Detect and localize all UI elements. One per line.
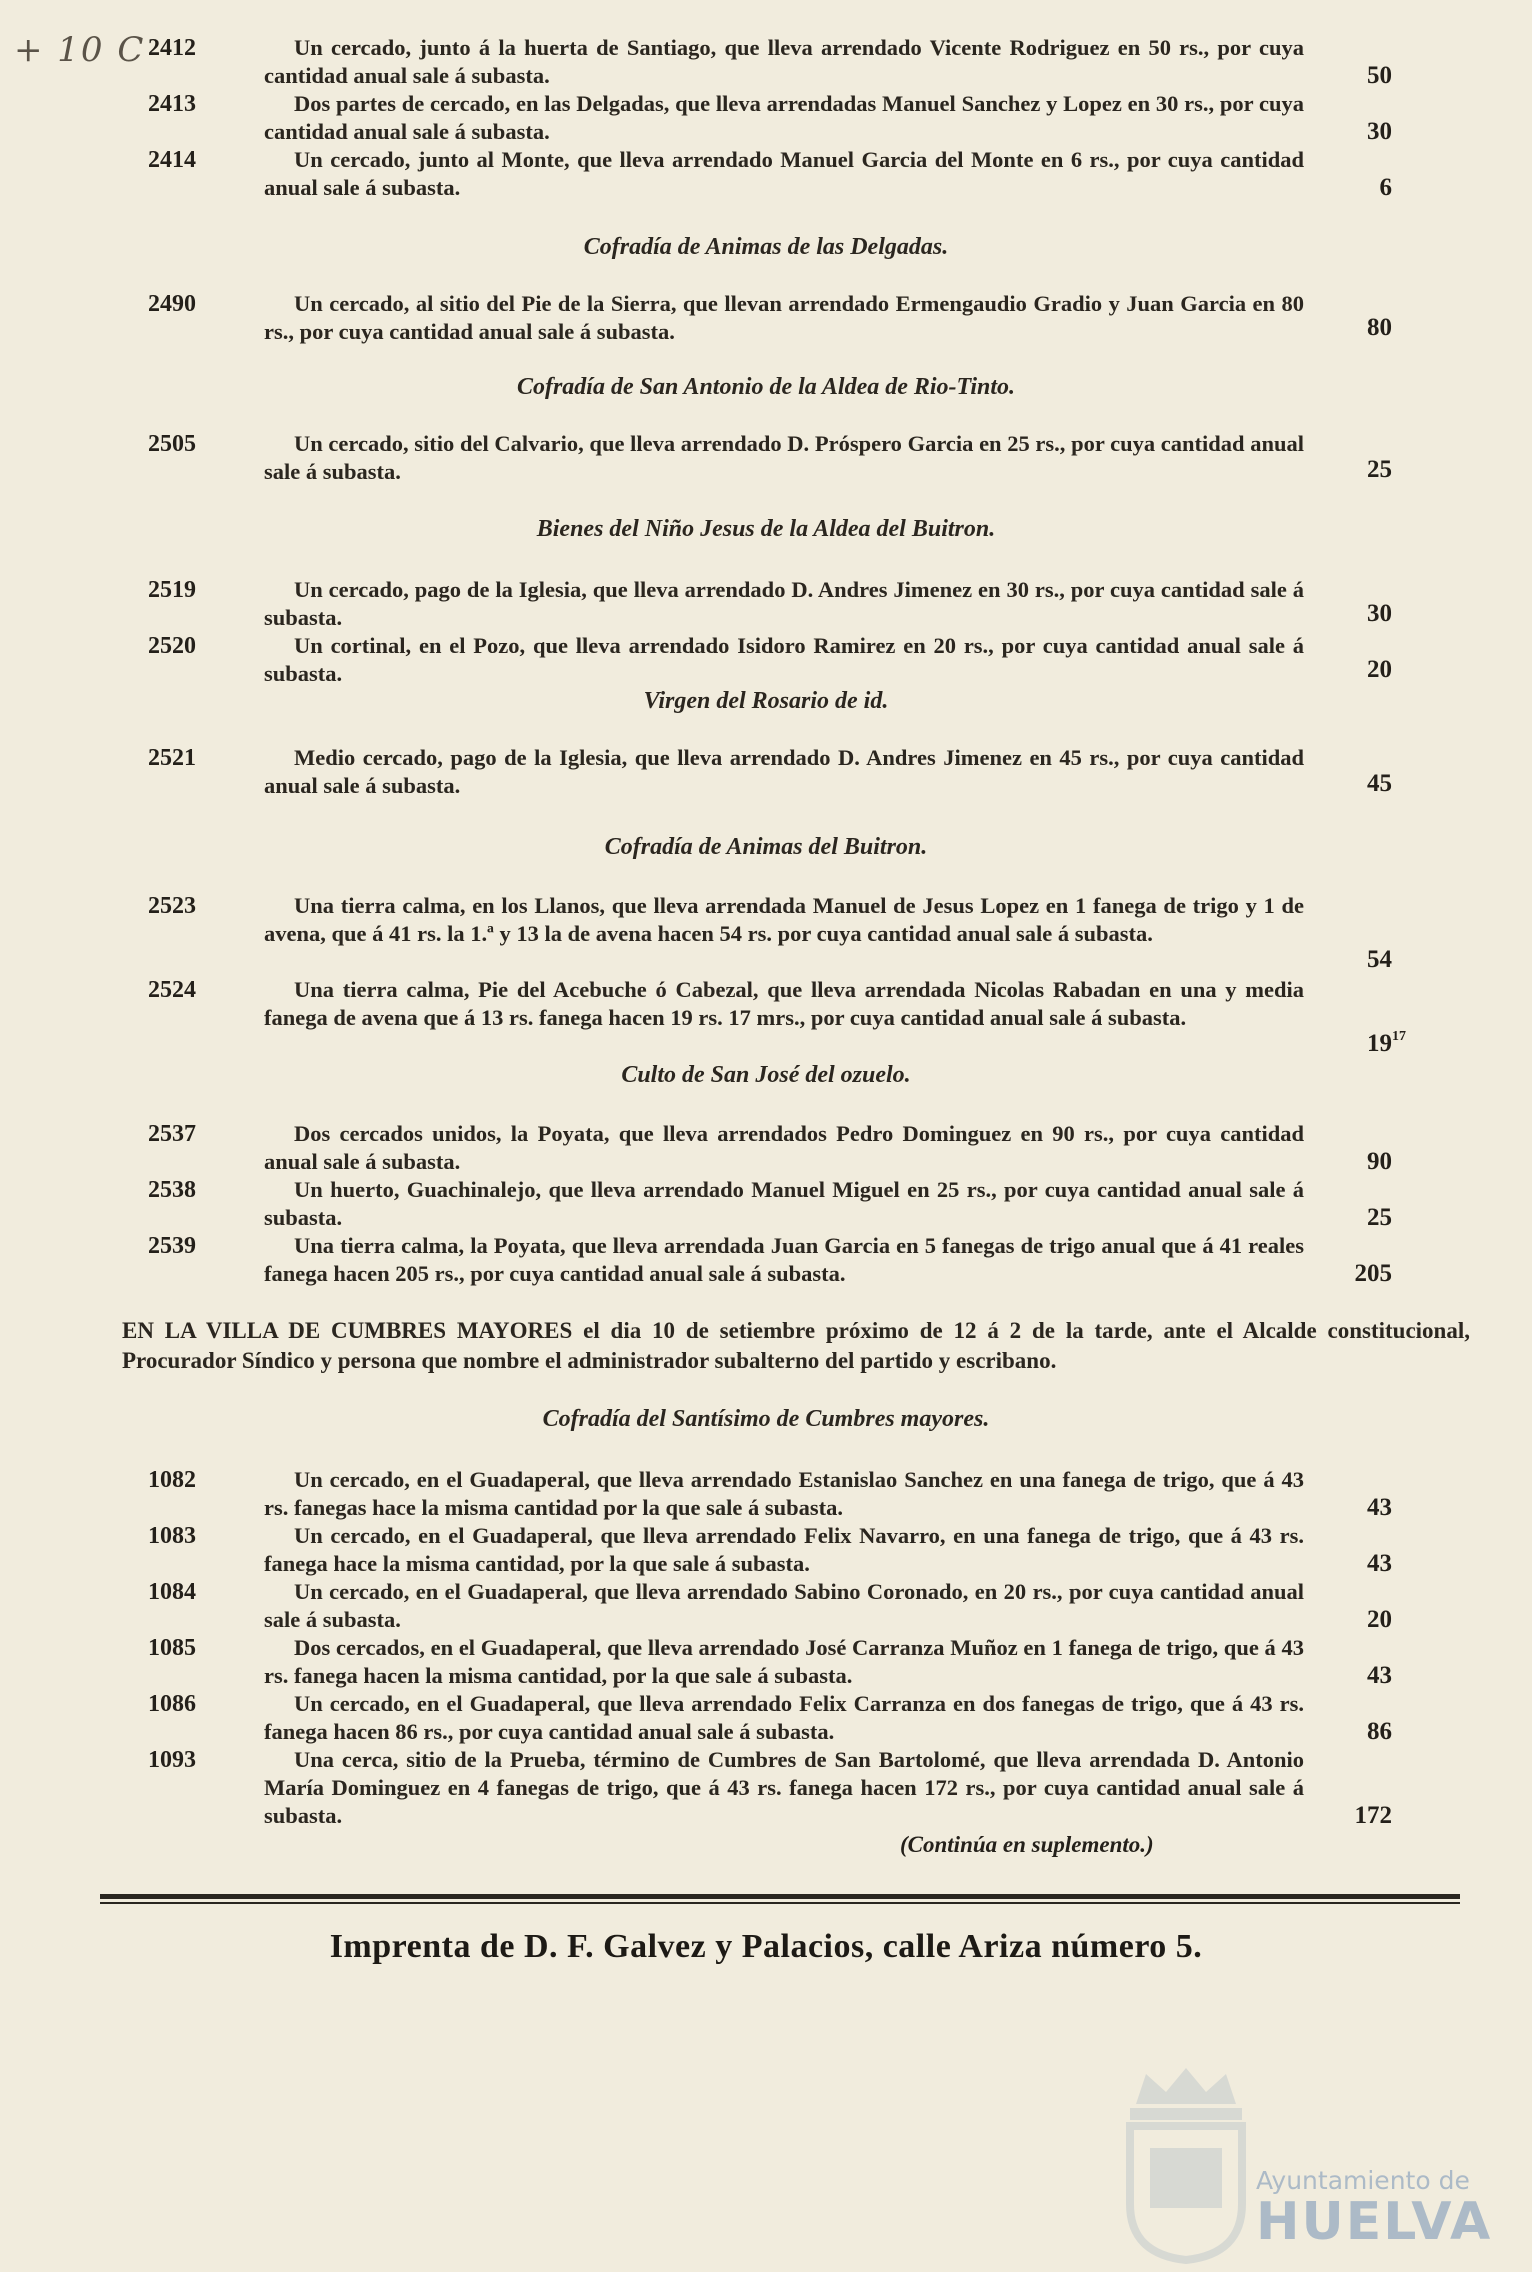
- entry-text: Una tierra calma, Pie del Acebuche ó Cabezal, que lleva arrendada Nicolas Rabadan en una y media fanega de avena que á 13 rs. fanega hacen 19 rs. 17 mrs., por cuya cantidad anual sale á subasta.: [264, 977, 1304, 1030]
- entry-number: 2523: [148, 893, 196, 919]
- entry-number: 1085: [148, 1635, 196, 1661]
- entry-text: Un cortinal, en el Pozo, que lleva arrendado Isidoro Ramirez en 20 rs., por cuya cantidad anual sale á subasta.: [264, 633, 1304, 686]
- watermark-line2: HUELVA: [1256, 2192, 1493, 2252]
- city-seal-watermark-icon: [1116, 2064, 1256, 2264]
- entry-number: 2414: [148, 147, 196, 173]
- watermark-line1: Ayuntamiento de: [1256, 2166, 1470, 2195]
- entry-text: Dos cercados unidos, la Poyata, que lleva arrendados Pedro Dominguez en 90 rs., por cuya cantidad anual sale á subasta.: [264, 1121, 1304, 1174]
- entry-amount: 19: [1367, 1030, 1392, 1057]
- entry-amount: 54: [1367, 946, 1392, 973]
- entry-number: 2413: [148, 91, 196, 117]
- entry-amount: 45: [1367, 770, 1392, 797]
- entry-amount: 172: [1354, 1802, 1392, 1829]
- footer-rule-thin: [100, 1902, 1460, 1904]
- entry-text: Un cercado, junto al Monte, que lleva arrendado Manuel Garcia del Monte en 6 rs., por cuya cantidad anual sale á subasta.: [264, 147, 1304, 200]
- section-heading-rosario: Virgen del Rosario de id.: [643, 688, 889, 714]
- entry-text: Un cercado, en el Guadaperal, que lleva arrendado Sabino Coronado, en 20 rs., por cuya cantidad anual sale á subasta.: [264, 1579, 1304, 1632]
- printer-imprint: Imprenta de D. F. Galvez y Palacios, calle Ariza número 5.: [329, 1928, 1203, 1965]
- entry-number: 2538: [148, 1177, 196, 1203]
- entry-number: 2519: [148, 577, 196, 603]
- villa-cumbres-mayores-notice: EN LA VILLA DE CUMBRES MAYORES el dia 10 de setiembre próximo de 12 á 2 de la tarde, ante el Alcalde constitucional, Procurador Síndico y persona que nombre el administrador subalterno del partido y escribano.: [122, 1318, 1470, 1373]
- entry-number: 1086: [148, 1691, 196, 1717]
- entry-amount: 25: [1367, 456, 1392, 483]
- entry-text: Un cercado, junto á la huerta de Santiago, que lleva arrendado Vicente Rodriguez en 50 rs., por cuya cantidad anual sale á subasta.: [264, 35, 1304, 88]
- entry-text: Una tierra calma, en los Llanos, que lleva arrendada Manuel de Jesus Lopez en 1 fanega de trigo y 1 de avena, que á 41 rs. la 1.ª y 13 la de avena hacen 54 rs. por cuya cantidad anual sale á subasta.: [264, 893, 1304, 946]
- entry-text: Dos cercados, en el Guadaperal, que lleva arrendado José Carranza Muñoz en 1 fanega de trigo, que á 43 rs. fanega hacen la misma cantidad, por la que sale á subasta.: [264, 1635, 1304, 1688]
- entry-text: Una tierra calma, la Poyata, que lleva arrendada Juan Garcia en 5 fanegas de trigo anual que á 41 reales fanega hacen 205 rs., por cuya cantidad anual sale á subasta.: [264, 1233, 1304, 1286]
- entry-text: Un cercado, al sitio del Pie de la Sierra, que llevan arrendado Ermengaudio Gradio y Juan Garcia en 80 rs., por cuya cantidad anual sale á subasta.: [264, 291, 1304, 344]
- entry-text: Un cercado, en el Guadaperal, que lleva arrendado Estanislao Sanchez en una fanega de trigo, que á 43 rs. fanegas hace la misma cantidad por la que sale á subasta.: [264, 1467, 1304, 1520]
- entry-number: 2521: [148, 745, 196, 771]
- entry-number: 2539: [148, 1233, 196, 1259]
- entry-number: 2490: [148, 291, 196, 317]
- entry-text: Un cercado, sitio del Calvario, que lleva arrendado D. Próspero Garcia en 25 rs., por cuya cantidad anual sale á subasta.: [264, 431, 1304, 484]
- entry-text: Un cercado, en el Guadaperal, que lleva arrendado Felix Carranza en dos fanegas de trigo, que á 43 rs. fanega hacen 86 rs., por cuya cantidad anual sale á subasta.: [264, 1691, 1304, 1744]
- entry-amount: 30: [1367, 600, 1392, 627]
- entry-number: 2412: [148, 35, 196, 61]
- entry-amount: 43: [1367, 1662, 1392, 1689]
- entry-text: Dos partes de cercado, en las Delgadas, que lleva arrendadas Manuel Sanchez y Lopez en 30 rs., por cuya cantidad anual sale á subasta.: [264, 91, 1304, 144]
- entry-text: Un cercado, en el Guadaperal, que lleva arrendado Felix Navarro, en una fanega de trigo, que á 43 rs. fanega hace la misma cantidad, por la que sale á subasta.: [264, 1523, 1304, 1576]
- entry-text: Un huerto, Guachinalejo, que lleva arrendado Manuel Miguel en 25 rs., por cuya cantidad anual sale á subasta.: [264, 1177, 1304, 1230]
- entry-number: 2505: [148, 431, 196, 457]
- section-heading-animas-buitron: Cofradía de Animas del Buitron.: [604, 834, 928, 860]
- section-heading-nino-jesus: Bienes del Niño Jesus de la Aldea del Buitron.: [536, 516, 996, 542]
- entry-amount: 50: [1367, 62, 1392, 89]
- entry-text: Un cercado, pago de la Iglesia, que lleva arrendado D. Andres Jimenez en 30 rs., por cuya cantidad sale á subasta.: [264, 577, 1304, 630]
- entry-amount: 43: [1367, 1550, 1392, 1577]
- entry-amount: 205: [1354, 1260, 1392, 1287]
- continued-note: (Continúa en suplemento.): [900, 1832, 1154, 1857]
- entry-amount-maravedis: 17: [1392, 1029, 1406, 1044]
- entry-number: 1083: [148, 1523, 196, 1549]
- entry-amount: 80: [1367, 314, 1392, 341]
- handwritten-margin-note: + 10 C: [14, 30, 146, 70]
- section-heading-santisimo: Cofradía del Santísimo de Cumbres mayores.: [542, 1406, 990, 1432]
- entry-amount: 43: [1367, 1494, 1392, 1521]
- entry-number: 2520: [148, 633, 196, 659]
- entry-amount: 90: [1367, 1148, 1392, 1175]
- entry-text: Una cerca, sitio de la Prueba, término de Cumbres de San Bartolomé, que lleva arrendada D. Antonio María Dominguez en 4 fanegas de trigo, que á 43 rs. fanega hacen 172 rs., por cuya cantidad anual sale á subasta.: [264, 1747, 1304, 1828]
- entry-number: 2524: [148, 977, 196, 1003]
- entry-amount: 30: [1367, 118, 1392, 145]
- entry-amount: 25: [1367, 1204, 1392, 1231]
- entry-amount: 6: [1379, 174, 1392, 201]
- entry-number: 1084: [148, 1579, 196, 1605]
- entry-amount: 20: [1367, 656, 1392, 683]
- entry-amount: 86: [1367, 1718, 1392, 1745]
- entry-number: 1093: [148, 1747, 196, 1773]
- entry-number: 2537: [148, 1121, 196, 1147]
- footer-rule-thick: [100, 1894, 1460, 1899]
- entry-text: Medio cercado, pago de la Iglesia, que lleva arrendado D. Andres Jimenez en 45 rs., por cuya cantidad anual sale á subasta.: [264, 745, 1304, 798]
- entry-amount: 20: [1367, 1606, 1392, 1633]
- section-heading-san-antonio: Cofradía de San Antonio de la Aldea de Rio-Tinto.: [516, 374, 1016, 400]
- entry-number: 1082: [148, 1467, 196, 1493]
- section-heading-san-jose: Culto de San José del ozuelo.: [621, 1062, 911, 1088]
- section-heading-animas-delgadas: Cofradía de Animas de las Delgadas.: [583, 234, 949, 260]
